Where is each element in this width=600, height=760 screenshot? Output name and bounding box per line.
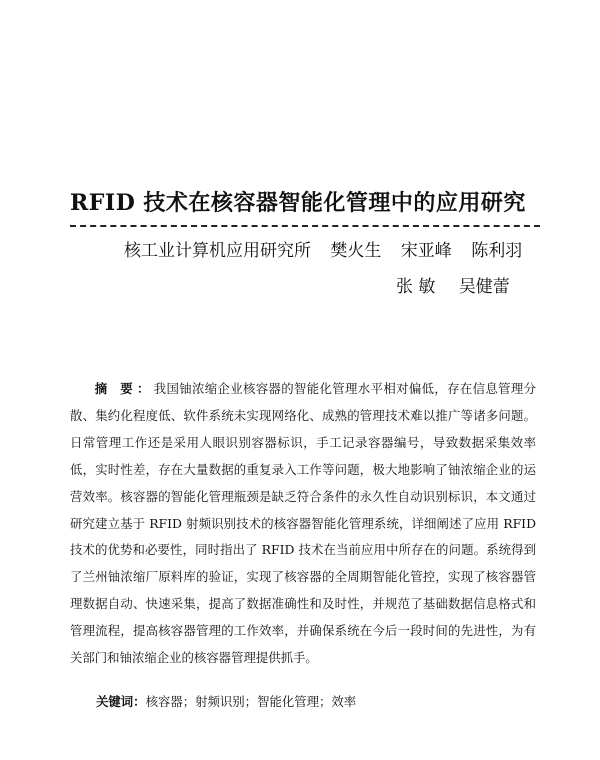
paper-title: RFID 技术在核容器智能化管理中的应用研究 bbox=[70, 190, 526, 216]
keywords-label: 关键词： bbox=[96, 694, 146, 709]
author-name: 宋亚峰 bbox=[400, 241, 452, 261]
author-name: 陈利羽 bbox=[471, 241, 523, 261]
title-divider bbox=[70, 225, 540, 227]
abstract-label: 摘 要： bbox=[94, 381, 154, 396]
author-name: 吴健蕾 bbox=[458, 277, 510, 297]
author-line-1 bbox=[124, 236, 534, 261]
author-line-2 bbox=[396, 272, 536, 297]
author-name: 张 敏 bbox=[396, 277, 436, 297]
abstract bbox=[70, 376, 536, 672]
keywords-text: 核容器；射频识别；智能化管理；效率 bbox=[145, 694, 357, 709]
affiliation: 核工业计算机应用研究所 bbox=[124, 241, 311, 261]
author-name: 樊火生 bbox=[330, 241, 382, 261]
keywords bbox=[96, 692, 536, 712]
abstract-text: 我国铀浓缩企业核容器的智能化管理水平相对偏低，存在信息管理分散、集约化程度低、软件系统未实现网络化、成熟的管理技术难以推广等诸多问题。日常管理工作还是采用人眼识别容器标识，手工记录容器编号，导致数据采集效率低，实时性差，存在大量数据的重复录入工作等问题，极大地影响了铀浓缩企业的运营效率。核容器的智能化管理瓶颈是缺乏符合条件的永久性自动识别标识，本文通过研究建立基于 RFID 射频识别技术的核容器智能化管理系统，详细阐述了应用 RFID 技术的优势和必要性，同时指出了 RFID 技术在当前应用中所存在的问题。系统得到了兰州铀浓缩厂原料库的验证，实现了核容器的全周期智能化管控，实现了核容器管理数据自动、快速采集，提高了数据准确性和及时性，并规范了基础数据信息格式和管理流程，提高核容器管理的工作效率，并确保系统在今后一段时间的先进性，为有关部门和铀浓缩企业的核容器管理提供抓手。 bbox=[70, 381, 537, 666]
